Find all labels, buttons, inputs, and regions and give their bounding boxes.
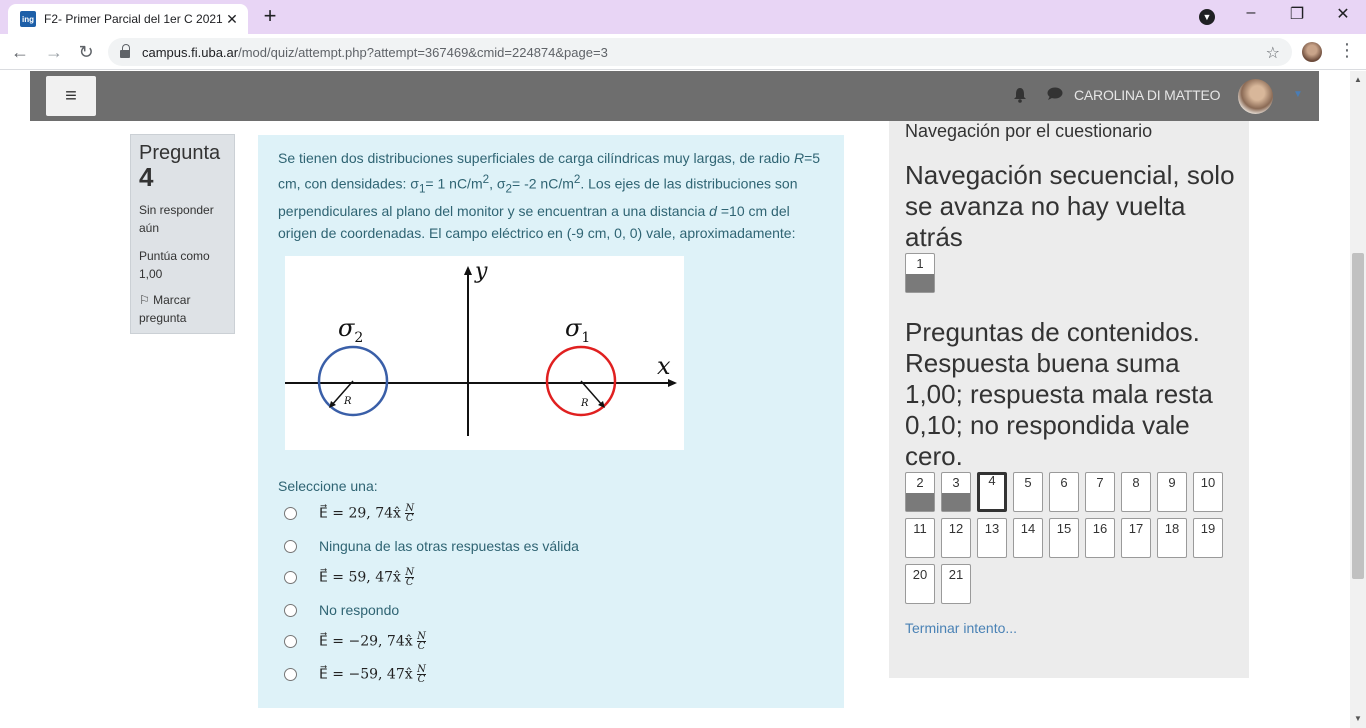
scroll-up-icon[interactable]: ▲ <box>1354 75 1362 84</box>
quiz-nav-button-7[interactable]: 7 <box>1085 472 1115 512</box>
flag-question-button[interactable] <box>139 291 226 327</box>
quiz-nav-button-21[interactable]: 21 <box>941 564 971 604</box>
restore-icon[interactable]: ❐ <box>1289 6 1305 23</box>
select-one-label: Seleccione una: <box>278 478 378 494</box>
quiz-nav-button-17[interactable]: 17 <box>1121 518 1151 558</box>
browser-toolbar <box>0 34 1366 70</box>
y-axis-arrow <box>464 266 472 275</box>
sigma1-label <box>565 314 590 346</box>
sigma2-subscript: 2 <box>354 330 364 346</box>
bookmark-star-icon[interactable]: ☆ <box>1265 45 1280 62</box>
quiz-navigation-block <box>889 121 1249 678</box>
url-path: /mod/quiz/attempt.php?attempt=367469&cmid=224874&page=3 <box>238 44 608 60</box>
quiz-nav-button-2[interactable]: 2 <box>905 472 935 512</box>
quiz-nav-button-4[interactable]: 4 <box>977 472 1007 512</box>
quiz-nav-button-20[interactable]: 20 <box>905 564 935 604</box>
quiz-nav-button-6[interactable]: 6 <box>1049 472 1079 512</box>
option-label: E⃗ = 29, 74x̂ $\frac{N}{C}$ <box>319 502 415 524</box>
quiz-nav-button-11[interactable]: 11 <box>905 518 935 558</box>
back-arrow-icon[interactable]: ← <box>11 42 29 62</box>
radio-button[interactable] <box>284 635 297 648</box>
browser-menu-icon[interactable]: ⋮ <box>1338 40 1356 60</box>
scroll-thumb[interactable] <box>1352 253 1364 579</box>
question-info-panel <box>130 134 235 334</box>
radio-button[interactable] <box>284 668 297 681</box>
question-text: Se tienen dos distribuciones superficiales de carga cilíndricas muy largas, de radio R=5 cm, con densidades: $\sigma_1= 1$ $nC/m^2$, $\sigma_2= -2$ $nC/m^2$. Los ejes de las distribuciones son perpendiculares al plano del monitor y se encuentran a una distancia d =10 cm del origen de coordenadas. El campo eléctrico en (-9 cm, 0, 0) vale, aproximadamente: <box>278 150 821 242</box>
browser-profile-avatar[interactable] <box>1302 42 1322 62</box>
answer-option[interactable] <box>284 662 426 686</box>
answer-option[interactable] <box>284 598 399 622</box>
nav-section-contents: Preguntas de contenidos. Respuesta buena suma 1,00; respuesta mala resta 0,10; no respondida vale cero. <box>905 317 1213 471</box>
quiz-nav-button-3[interactable]: 3 <box>941 472 971 512</box>
x-axis-arrow <box>668 379 677 387</box>
radio-button[interactable] <box>284 507 297 520</box>
option-label: E⃗ = −29, 74x̂ $\frac{N}{C}$ <box>319 630 426 652</box>
option-label: E⃗ = 59, 47x̂ $\frac{N}{C}$ <box>319 566 415 588</box>
sigma1-symbol: σ <box>565 314 582 342</box>
minimize-icon[interactable]: – <box>1246 4 1256 21</box>
radio-button[interactable] <box>284 604 297 617</box>
hamburger-menu-icon[interactable]: ≡ <box>46 76 96 116</box>
browser-tab[interactable] <box>8 4 248 34</box>
quiz-nav-button-5[interactable]: 5 <box>1013 472 1043 512</box>
finish-attempt-link[interactable]: Terminar intento... <box>905 620 1018 636</box>
answer-option[interactable] <box>284 501 414 525</box>
new-tab-icon[interactable]: + <box>263 3 277 28</box>
question-grade: Puntúa como 1,00 <box>139 249 210 281</box>
reload-icon[interactable]: ↻ <box>78 42 94 62</box>
address-bar[interactable] <box>108 38 1292 66</box>
option-label: No respondo <box>319 602 400 618</box>
moodle-navbar <box>30 71 1319 121</box>
question-label: Pregunta <box>139 142 221 164</box>
sigma2-label <box>338 314 363 346</box>
radio-button[interactable] <box>284 571 297 584</box>
answer-option[interactable] <box>284 629 426 653</box>
tab-title: F2- Primer Parcial del 1er C 2021 <box>44 12 223 26</box>
quiz-nav-button-12[interactable]: 12 <box>941 518 971 558</box>
option-label: Ninguna de las otras respuestas es válida <box>319 538 579 554</box>
charge-distribution-figure <box>285 256 684 450</box>
quiz-nav-button-14[interactable]: 14 <box>1013 518 1043 558</box>
messages-chat-icon[interactable] <box>1047 87 1063 101</box>
sigma2-radius-label: R <box>344 396 352 407</box>
quiz-nav-button-8[interactable]: 8 <box>1121 472 1151 512</box>
window-close-icon[interactable]: ✕ <box>1336 6 1350 23</box>
question-number: 4 <box>139 162 154 192</box>
radio-button[interactable] <box>284 540 297 553</box>
sigma1-radius-label: R <box>581 398 589 409</box>
media-control-icon[interactable]: ▼ <box>1199 9 1215 25</box>
quiz-nav-title: Navegación por el cuestionario <box>905 121 1153 141</box>
option-label: E⃗ = −59, 47x̂ $\frac{N}{C}$ <box>319 663 426 685</box>
quiz-nav-button-9[interactable]: 9 <box>1157 472 1187 512</box>
question-state: Sin responder aún <box>139 203 214 235</box>
user-avatar[interactable] <box>1238 79 1273 114</box>
user-menu-caret-icon[interactable]: ▼ <box>1293 89 1303 100</box>
browser-tab-strip <box>0 0 1366 34</box>
answer-option[interactable] <box>284 534 579 558</box>
url-host: campus.fi.uba.ar <box>142 44 239 60</box>
quiz-nav-button-1[interactable]: 1 <box>905 253 935 293</box>
site-favicon-icon: ing <box>20 11 36 27</box>
quiz-nav-button-13[interactable]: 13 <box>977 518 1007 558</box>
scroll-down-icon[interactable]: ▼ <box>1354 714 1362 723</box>
notifications-bell-icon[interactable] <box>1013 87 1027 103</box>
nav-section-sequential: Navegación secuencial, solo se avanza no hay vuelta atrás <box>905 160 1235 252</box>
page-scrollbar[interactable] <box>1350 71 1366 728</box>
quiz-nav-button-10[interactable]: 10 <box>1193 472 1223 512</box>
flag-icon: ⚐ <box>139 293 150 307</box>
quiz-nav-button-15[interactable]: 15 <box>1049 518 1079 558</box>
quiz-nav-button-18[interactable]: 18 <box>1157 518 1187 558</box>
sigma1-subscript: 1 <box>581 330 591 346</box>
user-name[interactable]: CAROLINA DI MATTEO <box>1074 87 1221 103</box>
lock-icon <box>120 50 130 58</box>
flag-label: Marcar pregunta <box>139 293 191 325</box>
forward-arrow-icon[interactable]: → <box>45 42 63 62</box>
x-axis-label: x <box>657 352 671 380</box>
quiz-nav-button-16[interactable]: 16 <box>1085 518 1115 558</box>
answer-option[interactable] <box>284 565 414 589</box>
y-axis-label: y <box>475 259 488 284</box>
sigma2-symbol: σ <box>338 314 355 342</box>
tab-close-icon[interactable]: ✕ <box>226 10 238 27</box>
quiz-nav-button-19[interactable]: 19 <box>1193 518 1223 558</box>
question-formulation <box>258 135 844 708</box>
